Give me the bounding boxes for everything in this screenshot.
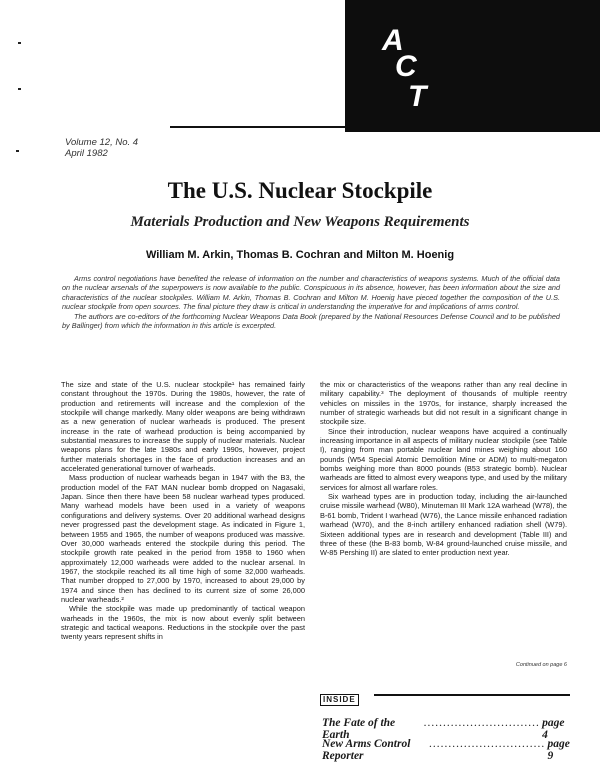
toc-item-leader: .............................. <box>423 717 541 729</box>
inside-rule <box>374 694 570 696</box>
article-subtitle: Materials Production and New Weapons Requirements <box>130 214 470 230</box>
continued-note: Continued on page 6 <box>515 662 567 668</box>
body-paragraph: Since their introduction, nuclear weapons have acquired a continually increasing importance in all aspects of military nuclear stockpile (see Table I), ranging from man portable nuclear land mines weighing about 160 pounds (W54 Special Atomic Demolition Mine or ADM) to multi-megaton bombs weighing more than 8000 pounds (B53 strategic bomb). Nuclear warheads are fitted to almost every weapons type, and used by the military services for almost all warfare roles. <box>320 426 567 492</box>
article-authors: William M. Arkin, Thomas B. Cochran and Milton M. Hoenig <box>145 249 455 261</box>
masthead-letter-t: T <box>408 80 427 113</box>
toc-item-title: The Fate of the Earth <box>322 717 396 741</box>
article-abstract <box>62 274 560 330</box>
body-paragraph: Six warhead types are in production today, including the air-launched cruise missile warhead (W80), Minuteman III Mark 12A warhead (W78), the B-61 bomb, Trident I warhead (W76), the Lance missile enhanced radiation warhead (W70), and the 8-inch artillery enhanced radiation shell (W79). Sixteen additional types are in research and development (Table III) and three of these (the B-83 bomb, W-84 ground-launched cruise missile, and W-85 Pershing II) are slated to enter production next year. <box>320 492 567 558</box>
body-paragraph: Mass production of nuclear warheads began in 1947 with the B3, the production model of the FAT MAN nuclear bomb dropped on Nagasaki, Japan. Since then there have been 58 nuclear warhead types produced. Many warhead models have been used in a variety of weapons configurations and delivery systems. Over 20 additional warhead designs never progressed past the development stage. As indicated in Figure 1, between 1955 and 1965, the number of weapons produced was massive. Over 30,000 warheads entered the stockpile during this period. The stockpile growth rate peaked in the period from 1958 to 1960 when approximately 12,000 warheads were added to the nuclear arsenal. In 1967, the stockpile reached its all time high of some 32,000 warheads. That number dropped to 27,000 by 1970, increased to about 29,000 by 1974 and since then has declined to its current size of some 26,000 nuclear warheads.² <box>61 473 305 604</box>
inside-header <box>320 689 570 703</box>
toc-item-title: New Arms Control Reporter <box>322 738 411 762</box>
body-paragraph: the mix or characteristics of the weapons rather than any real decline in military capability.³ The deployment of thousands of multiple reentry vehicles on missiles in the 1970s, for instance, sharply increased the number of strategic warheads but did not result in a significant change in stockpile size. <box>320 380 567 427</box>
issue-volume: Volume 12, No. 4 <box>65 137 139 148</box>
right-column <box>320 380 567 558</box>
issue-date: April 1982 <box>65 148 108 159</box>
article-title: The U.S. Nuclear Stockpile <box>167 178 433 203</box>
masthead-rule <box>170 126 345 128</box>
masthead-block <box>345 0 600 132</box>
left-column <box>61 380 305 642</box>
body-paragraph: While the stockpile was made up predominantly of tactical weapon warheads in the 1960s, the mix is now about evenly split between strategic and tactical weapons. Reductions in the stockpile over the past twenty years represent shifts in <box>61 604 305 642</box>
margin-mark <box>16 150 19 152</box>
abstract-paragraph: Arms control negotiations have benefited the release of information on the number and characteristics of weapons systems. Much of the official data on the nuclear arsenals of the superpowers is now available to the public. Conspicuous in its absence, however, has been information about the size and characteristics of the nuclear stockpiles. William M. Arkin, Thomas B. Cochran and Milton M. Hoenig have pieced together the composition of the U.S. nuclear stockpile from open sources. The final picture they draw is critical in understanding the imperative for and implications of arms control. <box>62 274 560 312</box>
issue-info <box>65 137 138 159</box>
toc-item[interactable] <box>322 738 572 762</box>
inside-label: INSIDE <box>320 694 359 706</box>
abstract-paragraph: The authors are co-editors of the forthcoming Nuclear Weapons Data Book (prepared by the National Resources Defense Council and to be published by Ballinger) from which the information in this article is excerpted. <box>62 311 560 331</box>
toc-item-page: page 9 <box>547 738 570 762</box>
masthead-letter-a: A <box>382 24 404 57</box>
margin-mark <box>18 88 21 90</box>
toc-item-page: page 4 <box>542 717 565 741</box>
masthead-letter-c: C <box>395 50 417 83</box>
body-paragraph: The size and state of the U.S. nuclear stockpile¹ has remained fairly constant throughout the 1970s. During the 1980s, however, the rate of production and retirements will increase and the complexion of the stockpile will change markedly. Many older weapons are being withdrawn as a new generation of nuclear warheads is produced. The present increase in the rate of warhead production is being accompanied by substantial measures to increase the supply of nuclear materials. Nuclear weapons plans for the late 1980s and early 1990s, however, project further materials shortages in the face of production increases and an accelerated generational turnover of warheads. <box>61 380 305 474</box>
toc-item-leader: .............................. <box>429 738 546 750</box>
margin-mark <box>18 42 21 44</box>
